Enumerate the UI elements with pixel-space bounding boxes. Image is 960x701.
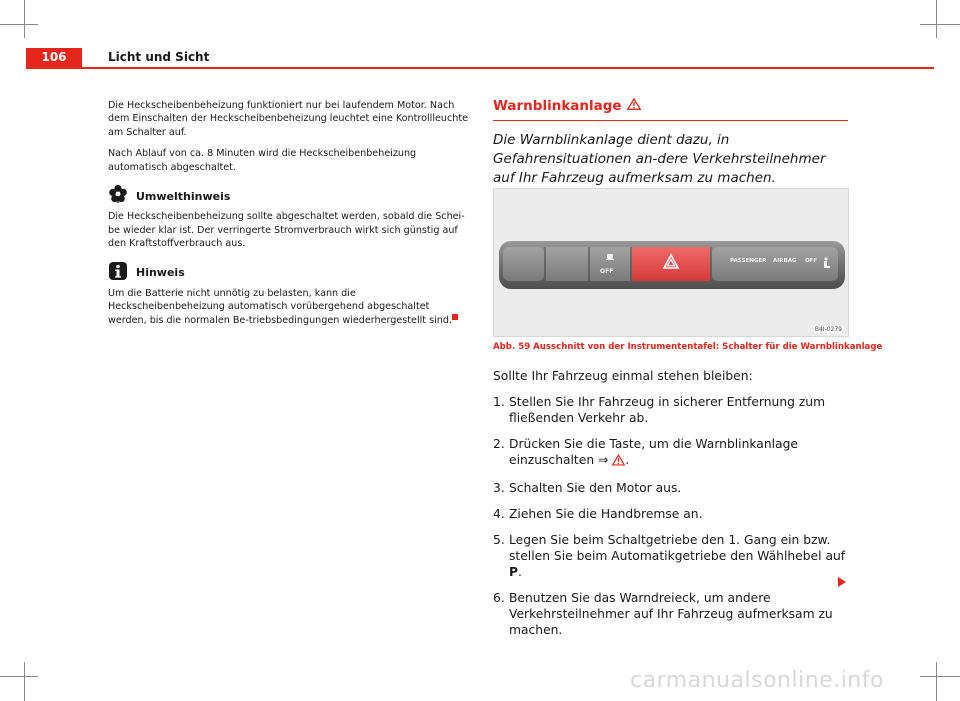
list-item: 1. Stellen Sie Ihr Fahrzeug in sicherer Entfernung zum fließenden Verkehr ab. [493, 395, 826, 425]
hint-note-header [108, 261, 468, 285]
continue-arrow-icon [838, 577, 846, 587]
warning-reference-icon[interactable] [612, 454, 625, 470]
esp-off-label: OFF [600, 268, 614, 275]
chapter-title: Licht und Sicht [108, 50, 210, 64]
figure-code: B4I-0279 [814, 326, 842, 333]
list-item: 6. Benutzen Sie das Warndreieck, um andere Verkehrsteilnehmer auf Ihr Fahrzeug aufmerksam zu machen. [493, 591, 833, 637]
instruction-lead: Sollte Ihr Fahrzeug einmal stehen bleiben: [493, 369, 753, 383]
page-number: 106 [26, 48, 82, 67]
hint-note-text: Um die Batterie nicht unnötig zu belasten, kann die Heckscheibenbeheizung automatisch vorübergehend abgeschaltet werden, bis die normalen Be-triebsbedingungen wiederhergestellt sind. [108, 288, 452, 326]
figure-caption: Abb. 59 Ausschnitt von der Instrumententafel: Schalter für die Warnblinkanlage [493, 342, 883, 352]
left-column [108, 99, 468, 335]
paragraph: Nach Ablauf von ca. 8 Minuten wird die Heckscheibenbeheizung automatisch abgeschaltet. [108, 148, 417, 173]
crop-mark [936, 0, 937, 38]
list-item: 3. Schalten Sie den Motor aus. [493, 481, 682, 495]
header-rule [26, 67, 934, 69]
passenger-label: PASSENGER [730, 258, 767, 264]
environment-note-title: Umwelthinweis [136, 189, 231, 203]
crop-mark [920, 24, 960, 25]
list-item: 4. Ziehen Sie die Handbremse an. [493, 507, 703, 521]
crop-mark [24, 0, 25, 38]
section-rule [493, 120, 848, 121]
flower-icon [108, 184, 128, 208]
crop-mark [920, 676, 960, 677]
section-end-mark [452, 314, 458, 320]
right-column [493, 98, 849, 188]
instruction-list [493, 368, 853, 648]
environment-note-text: Die Heckscheibenbeheizung sollte abgeschaltet werden, sobald die Schei-be wieder klar ist. Der verringerte Stromverbrauch wirkt sich günstig auf den Kraftstoffverbrauch aus. [108, 211, 465, 250]
environment-note-header [108, 184, 468, 208]
hint-note-title: Hinweis [136, 266, 185, 280]
dashboard-figure [493, 188, 849, 337]
crop-mark [0, 24, 38, 25]
crop-mark [0, 676, 38, 677]
info-icon [108, 261, 128, 285]
section-intro: Die Warnblinkanlage dient dazu, in Gefahrensituationen an-dere Verkehrsteilnehmer auf Ihr Fahrzeug aufmerksam zu machen. [493, 132, 826, 186]
list-item: 5. Legen Sie beim Schaltgetriebe den 1. Gang ein bzw. stellen Sie beim Automatikgetriebe den Wählhebel auf P. [493, 533, 846, 579]
list-item: 2. Drücken Sie die Taste, um die Warnblinkanlage einzuschalten ⇒ . [493, 436, 853, 470]
crop-mark [24, 662, 25, 701]
crop-mark [936, 662, 937, 701]
watermark: carmanualsonline.info [630, 668, 884, 693]
airbag-off-label: OFF [805, 258, 818, 264]
warning-icon [627, 98, 641, 114]
section-heading [493, 98, 849, 114]
paragraph: Die Heckscheibenbeheizung funktioniert nur bei laufendem Motor. Nach dem Einschalten der Heckscheibenbeheizung leuchtet eine Kontrollleuchte am Schalter auf. [108, 100, 468, 138]
section-title: Warnblinkanlage [493, 98, 622, 114]
airbag-label: AIRBAG [773, 258, 797, 264]
